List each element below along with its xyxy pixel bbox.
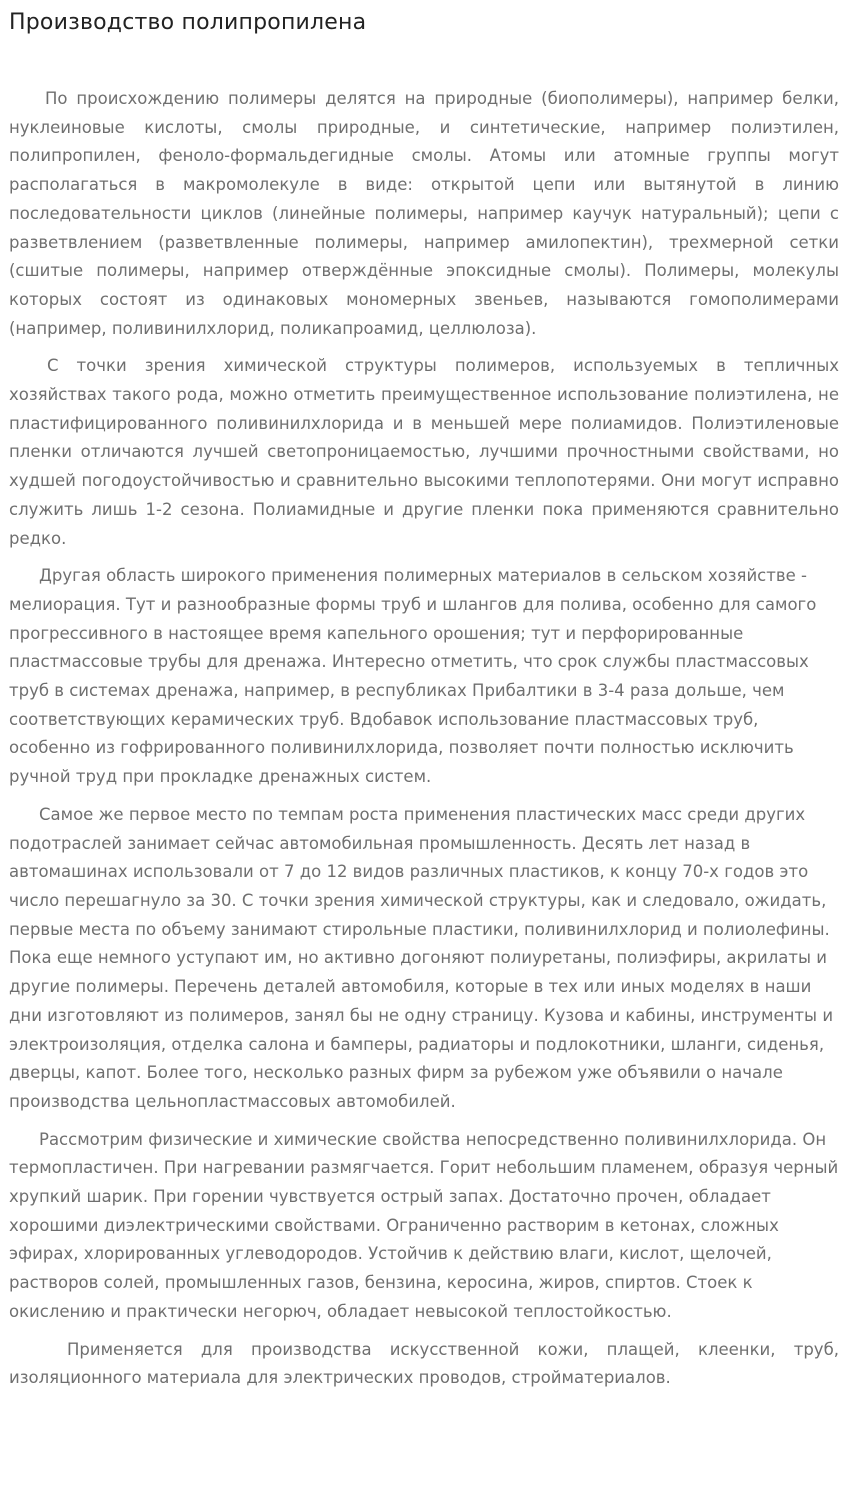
paragraph-automotive: Самое же первое место по темпам роста применения пластических масс среди других подотраслей занимает сейчас автомобильная промышленность. Десять лет назад в автомашинах использовали от 7 до 12 видов различных пластиков, к концу 70-х годов это число перешагнуло за 30. С точки зрения химической структуры, как и следовало, ожидать, первые места по объему занимают стирольные пластики, поливинилхлорид и полиолефины. Пока еще немного уступают им, но активно догоняют полиуретаны, полиэфиры, акрилаты и другие полимеры. Перечень деталей автомобиля, которые в тех или иных моделях в наши дни изготовляют из полимеров, занял бы не одну страницу. Кузова и кабины, инструменты и электроизоляция, отделка салона и бамперы, радиаторы и подлокотники, шланги, сиденья, дверцы, капот. Более того, несколько разных фирм за рубежом уже объявили о начале производства цельнопластмассовых автомобилей. bbox=[9, 804, 834, 1111]
page-title: Производство полипропилена bbox=[9, 10, 367, 35]
paragraph-pvc-properties: Рассмотрим физические и химические свойства непосредственно поливинилхлорида. Он термопластичен. При нагревании размягчается. Горит небольшим пламенем, образуя черный хрупкий шарик. При горении чувствуется острый запах. Достаточно прочен, обладает хорошими диэлектрическими свойствами. Ограниченно растворим в кетонах, сложных эфирах, хлорированных углеводородов. Устойчив к действию влаги, кислот, щелочей, растворов солей, промышленных газов, бензина, керосина, жиров, спиртов. Стоек к окислению и практически негорюч, обладает невысокой теплостойкостью. bbox=[9, 1129, 839, 1321]
paragraph-polymer-origin: По происхождению полимеры делятся на природные (биополимеры), например белки, нуклеиновые кислоты, смолы природные, и синтетические, например полиэтилен, полипропилен, феноло-формальдегидные смолы. Атомы или атомные группы могут располагаться в макромолекуле в виде: открытой цепи или вытянутой в линию последовательности циклов (линейные полимеры, например каучук натуральный); цепи с разветвлением (разветвленные полимеры, например амилопектин), трехмерной сетки (сшитые полимеры, например отверждённые эпоксидные смолы). Полимеры, молекулы которых состоят из одинаковых мономерных звеньев, называются гомополимерами (например, поливинилхлорид, поликапроамид, целлюлоза). bbox=[9, 89, 839, 338]
paragraph-greenhouse-polymers: С точки зрения химической структуры полимеров, используемых в тепличных хозяйствах такого рода, можно отметить преимущественное использование полиэтилена, не пластифицированного поливинилхлорида и в меньшей мере полиамидов. Полиэтиленовые пленки отличаются лучшей светопроницаемостью, лучшими прочностными свойствами, но худшей погодоустойчивостью и сравнительно высокими теплопотерями. Они могут исправно служить лишь 1-2 сезона. Полиамидные и другие пленки пока применяются сравнительно редко. bbox=[9, 356, 839, 548]
paragraph-melioration: Другая область широкого применения полимерных материалов в сельском хозяйстве - мелиорация. Тут и разнообразные формы труб и шлангов для полива, особенно для самого прогрессивного в настоящее время капельного орошения; тут и перфорированные пластмассовые трубы для дренажа. Интересно отметить, что срок службы пластмассовых труб в системах дренажа, например, в республиках Прибалтики в 3-4 раза дольше, чем соответствующих керамических труб. Вдобавок использование пластмассовых труб, особенно из гофрированного поливинилхлорида, позволяет почти полностью исключить ручной труд при прокладке дренажных систем. bbox=[9, 566, 817, 787]
paragraph-pvc-applications: Применяется для производства искусственной кожи, плащей, клеенки, труб, изоляционного материала для электрических проводов, стройматериалов. bbox=[9, 1339, 839, 1388]
